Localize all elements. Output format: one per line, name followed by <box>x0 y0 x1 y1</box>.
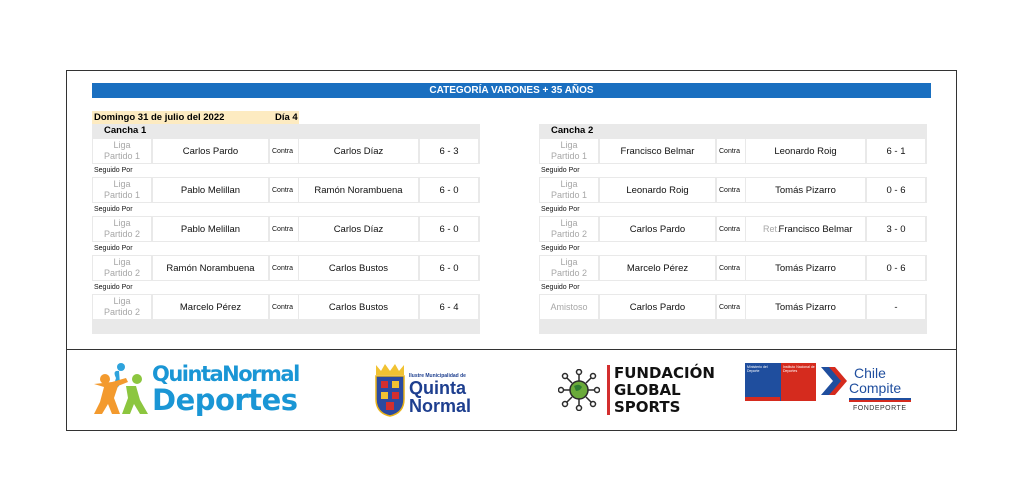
contra-cell: Contra <box>270 178 298 202</box>
qnd-line2: Deportes <box>152 383 298 417</box>
match-row <box>539 177 927 203</box>
contra-cell: Contra <box>717 256 745 280</box>
match-type-line2: Partido 2 <box>550 268 588 278</box>
player2-cell <box>299 139 418 163</box>
player2-name: Leonardo Roig <box>774 145 837 157</box>
date-row <box>92 111 299 124</box>
match-type-line1: Liga <box>560 140 578 150</box>
contra-cell: Contra <box>270 295 298 319</box>
score-cell: 6 - 1 <box>867 139 925 163</box>
player2-cell <box>746 295 865 319</box>
match-type-line1: Liga <box>113 257 131 267</box>
player2-name: Carlos Bustos <box>328 301 389 313</box>
match-type-line2: Partido 2 <box>103 268 141 278</box>
player2-name: Francisco Belmar <box>778 223 853 235</box>
match-type-line1: Liga <box>560 218 578 228</box>
ministry-text: Ministerio del Deporte <box>747 365 768 373</box>
muni-line2: Normal <box>409 396 472 416</box>
panel-footer <box>539 320 927 334</box>
match-row <box>539 138 927 164</box>
globe-network-icon <box>558 369 600 411</box>
qnd-line1: QuintaNormal <box>152 362 299 386</box>
score-cell: 6 - 0 <box>420 217 478 241</box>
seguido-por-label: Seguido Por <box>539 242 927 255</box>
match-type-line1: Liga <box>113 218 131 228</box>
institute-text: Instituto Nacional de Deportes <box>783 365 815 373</box>
match-type-line1: Liga <box>113 179 131 189</box>
match-type-cell <box>93 139 151 163</box>
player2-cell <box>746 178 865 202</box>
player2-cell <box>746 217 865 241</box>
fgs-line2: GLOBAL <box>614 381 681 399</box>
fgs-line1: FUNDACIÓN <box>614 364 715 382</box>
cancha-panel-1 <box>92 124 480 334</box>
match-type-line1: Liga <box>113 296 131 306</box>
panel-footer <box>92 320 480 334</box>
score-cell: 6 - 0 <box>420 256 478 280</box>
player2-name: Tomás Pizarro <box>775 262 836 274</box>
seguido-por-label: Seguido Por <box>92 203 480 216</box>
match-type-line2: Partido 2 <box>103 307 141 317</box>
seguido-por-label: Seguido Por <box>539 203 927 216</box>
player2-name: Ramón Norambuena <box>314 184 403 196</box>
section-divider <box>66 349 957 350</box>
quinta-normal-deportes-logo <box>92 362 298 417</box>
fundacion-global-sports-logo <box>558 364 715 417</box>
match-type-line2: Partido 1 <box>550 151 588 161</box>
score-cell: 0 - 6 <box>867 256 925 280</box>
match-row <box>539 294 927 320</box>
fgs-line3: SPORTS <box>614 398 681 416</box>
contra-cell: Contra <box>270 217 298 241</box>
match-type-line1: Amistoso <box>550 301 588 312</box>
match-type-cell <box>93 256 151 280</box>
match-row <box>92 138 480 164</box>
contra-cell: Contra <box>717 295 745 319</box>
player1-cell: Pablo Melillan <box>153 217 268 241</box>
score-cell: 6 - 0 <box>420 178 478 202</box>
score-cell: - <box>867 295 925 319</box>
fondeporte-text: FONDEPORTE <box>853 405 907 412</box>
score-cell: 6 - 4 <box>420 295 478 319</box>
chile-brand-2: Compite <box>849 380 902 396</box>
muni-small-text: Ilustre Municipalidad de <box>409 373 466 379</box>
match-type-line2: Partido 1 <box>103 190 141 200</box>
match-row <box>92 216 480 242</box>
muni-line1: Quinta <box>409 378 466 398</box>
match-type-line2: Partido 1 <box>103 151 141 161</box>
chevron-brand-icon <box>819 365 849 397</box>
chile-compite-logo <box>745 363 915 418</box>
player2-cell <box>299 295 418 319</box>
match-type-cell <box>93 217 151 241</box>
player1-cell: Marcelo Pérez <box>153 295 268 319</box>
contra-cell: Contra <box>717 178 745 202</box>
player1-cell: Carlos Pardo <box>153 139 268 163</box>
match-type-cell <box>93 295 151 319</box>
match-date: Domingo 31 de julio del 2022 <box>94 112 225 123</box>
match-type-cell <box>540 256 598 280</box>
seguido-por-label: Seguido Por <box>92 242 480 255</box>
player2-cell <box>299 256 418 280</box>
player2-name: Carlos Díaz <box>333 145 384 157</box>
score-cell: 0 - 6 <box>867 178 925 202</box>
seguido-por-label: Seguido Por <box>539 281 927 294</box>
retired-marker: Ret. <box>763 224 780 234</box>
match-type-line2: Partido 2 <box>550 229 588 239</box>
player2-cell <box>299 217 418 241</box>
contra-cell: Contra <box>270 256 298 280</box>
runner-figures-icon <box>92 362 152 417</box>
player2-name: Carlos Bustos <box>328 262 389 274</box>
score-cell: 3 - 0 <box>867 217 925 241</box>
match-type-cell <box>93 178 151 202</box>
chile-brand-1: Chile <box>854 365 886 381</box>
match-type-cell <box>540 139 598 163</box>
contra-cell: Contra <box>717 217 745 241</box>
player2-cell <box>746 139 865 163</box>
fgs-red-bar <box>607 365 610 415</box>
player2-name: Carlos Díaz <box>333 223 384 235</box>
match-day: Día 4 <box>275 112 298 123</box>
category-header: CATEGORÍA VARONES + 35 AÑOS <box>92 83 931 98</box>
player2-cell <box>746 256 865 280</box>
player1-cell: Pablo Melillan <box>153 178 268 202</box>
player2-name: Tomás Pizarro <box>775 301 836 313</box>
coat-of-arms-icon <box>373 363 407 417</box>
match-type-line1: Liga <box>560 179 578 189</box>
municipalidad-logo <box>373 362 478 418</box>
cancha-panel-2 <box>539 124 927 334</box>
match-type-cell <box>540 217 598 241</box>
match-type-line1: Liga <box>560 257 578 267</box>
cancha-title: Cancha 2 <box>539 124 927 138</box>
match-row <box>539 255 927 281</box>
seguido-por-label: Seguido Por <box>92 164 480 177</box>
match-type-cell <box>540 178 598 202</box>
player1-cell: Ramón Norambuena <box>153 256 268 280</box>
match-row <box>92 255 480 281</box>
player1-cell: Leonardo Roig <box>600 178 715 202</box>
cancha-title: Cancha 1 <box>92 124 480 138</box>
match-row <box>539 216 927 242</box>
match-row <box>92 294 480 320</box>
player1-cell: Francisco Belmar <box>600 139 715 163</box>
player1-cell: Carlos Pardo <box>600 217 715 241</box>
match-type-line2: Partido 1 <box>550 190 588 200</box>
player2-cell <box>299 178 418 202</box>
match-type-line1: Liga <box>113 140 131 150</box>
match-type-line2: Partido 2 <box>103 229 141 239</box>
seguido-por-label: Seguido Por <box>92 281 480 294</box>
player1-cell: Marcelo Pérez <box>600 256 715 280</box>
player1-cell: Carlos Pardo <box>600 295 715 319</box>
match-row <box>92 177 480 203</box>
score-cell: 6 - 3 <box>420 139 478 163</box>
match-type-cell <box>540 295 598 319</box>
contra-cell: Contra <box>717 139 745 163</box>
contra-cell: Contra <box>270 139 298 163</box>
player2-name: Tomás Pizarro <box>775 184 836 196</box>
seguido-por-label: Seguido Por <box>539 164 927 177</box>
compite-underline-red <box>849 400 911 402</box>
